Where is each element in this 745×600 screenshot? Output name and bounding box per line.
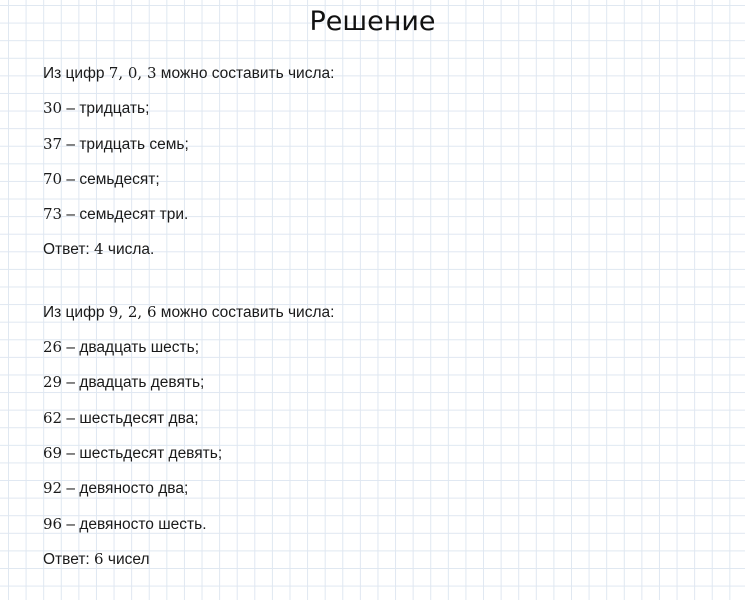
- answer-number: 6: [94, 549, 104, 568]
- number-value: 96: [43, 514, 63, 533]
- number-value: 29: [43, 373, 63, 392]
- page-title: Решение: [309, 6, 436, 37]
- solution-content: [43, 60, 334, 581]
- block2-intro: [43, 299, 334, 334]
- answer-number: 4: [94, 240, 104, 259]
- number-words: – тридцать;: [62, 100, 150, 118]
- list-item: [43, 201, 334, 236]
- intro-prefix: Из цифр: [43, 65, 109, 82]
- answer-suffix: числа.: [103, 241, 155, 259]
- list-item: [43, 511, 334, 546]
- number-value: 92: [43, 479, 63, 498]
- block2-answer: [43, 546, 334, 581]
- list-item: [43, 405, 334, 440]
- list-item: [43, 334, 334, 369]
- number-value: 37: [43, 134, 63, 153]
- number-words: – двадцать шесть;: [62, 339, 200, 357]
- number-value: 62: [43, 408, 63, 427]
- number-words: – семьдесят три.: [62, 206, 189, 224]
- answer-prefix: Ответ:: [43, 241, 95, 259]
- list-item: [43, 95, 334, 130]
- list-item: [43, 166, 334, 201]
- number-words: – двадцать девять;: [62, 374, 205, 392]
- intro-suffix: можно составить числа:: [156, 303, 335, 321]
- number-value: 70: [43, 169, 63, 188]
- list-item: [43, 369, 334, 404]
- number-words: – шестьдесят два;: [62, 409, 199, 427]
- intro-digits: 9, 2, 6: [108, 302, 157, 321]
- number-words: – шестьдесят девять;: [62, 444, 223, 462]
- number-value: 26: [43, 338, 63, 357]
- intro-suffix: можно составить числа:: [156, 65, 335, 82]
- block1-answer: [43, 236, 334, 271]
- number-value: 69: [43, 443, 63, 462]
- number-words: – девяносто два;: [62, 480, 189, 498]
- number-words: – девяносто шесть.: [62, 515, 207, 533]
- answer-prefix: Ответ:: [43, 550, 95, 568]
- number-words: – семьдесят;: [62, 170, 160, 188]
- number-value: 30: [43, 99, 63, 118]
- block-spacer: [43, 272, 334, 299]
- number-value: 73: [43, 205, 63, 224]
- block1-intro: [43, 60, 334, 95]
- list-item: [43, 440, 334, 475]
- intro-digits: 7, 0, 3: [108, 64, 157, 82]
- intro-prefix: Из цифр: [43, 303, 109, 321]
- list-item: [43, 131, 334, 166]
- number-words: – тридцать семь;: [62, 135, 189, 153]
- answer-suffix: чисел: [103, 550, 150, 568]
- list-item: [43, 475, 334, 510]
